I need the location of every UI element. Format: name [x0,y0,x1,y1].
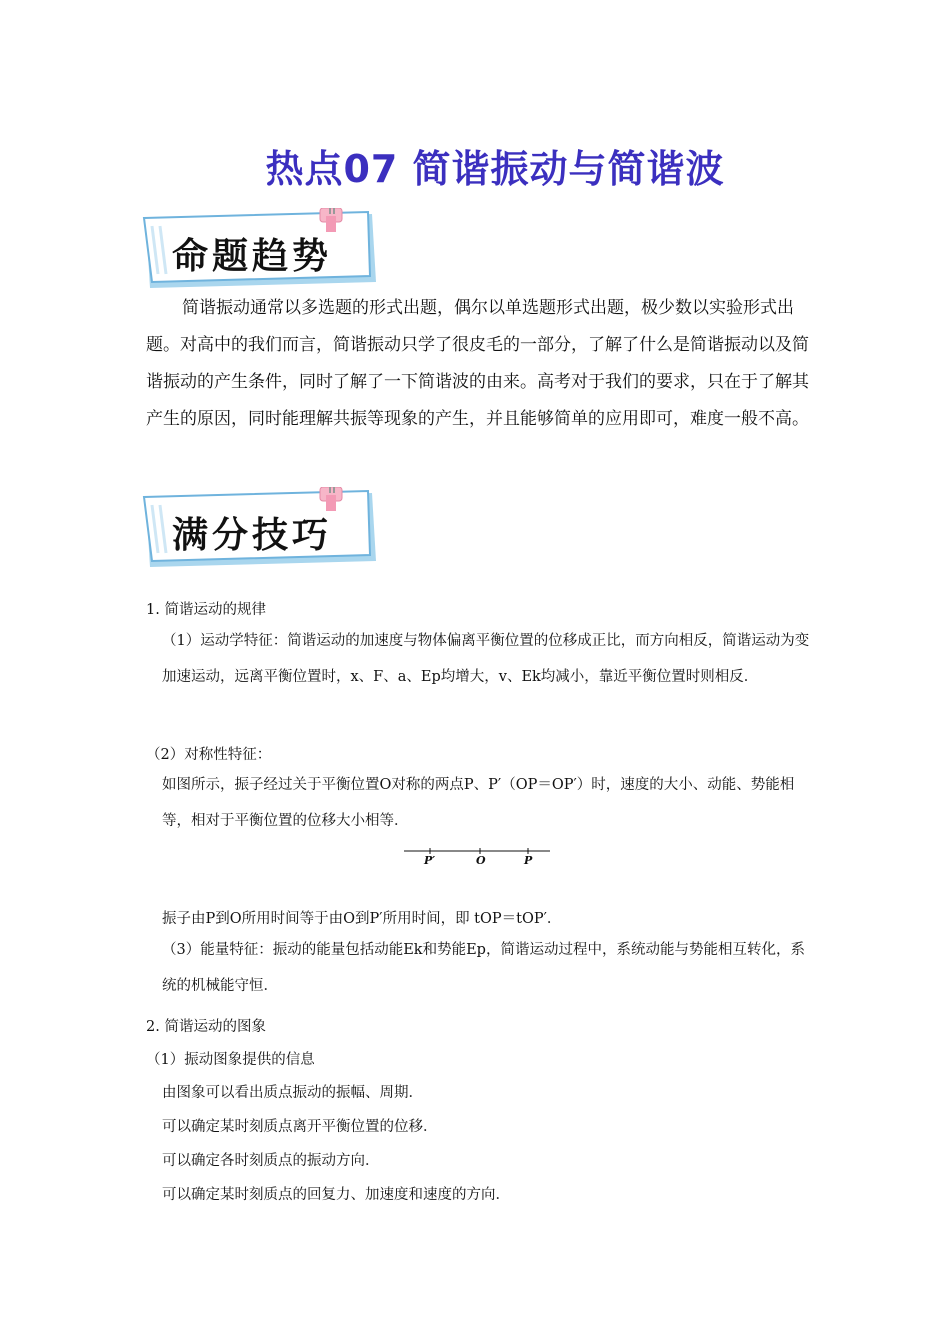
subheading-graph-info: （1）振动图象提供的信息 [146,1052,315,1068]
section-title-skills: 满分技巧 [172,515,333,556]
list-item: 可以确定某时刻质点离开平衡位置的位移． [162,1119,438,1135]
list-item: 由图象可以看出质点振动的振幅、周期． [162,1085,423,1101]
paragraph-symmetry-heading: （2）对称性特征： [146,747,272,763]
label-p-prime: P′ [424,854,436,867]
intro-paragraph: 简谐振动通常以多选题的形式出题，偶尔以单选题形式出题，极少数以实验形式出题。对高中的我们而言，简谐振动只学了很皮毛的一部分，了解了什么是简谐振动以及简谐振动的产生条件，同时了解了一下简谐波的由来。高考对于我们的要求，只在于了解其产生的原因，同时能理解共振等现象的产生，并且能够简单的应用即可，难度一般不高。 [146,298,809,429]
section-banner-trend [140,208,380,294]
page-title: 热点07 简谐振动与简谐波 [265,147,725,191]
paragraph-time: 振子由P到O所用时间等于由O到P′所用时间，即 tOP＝tOP′． [162,911,562,927]
section-title-trend: 命题趋势 [172,236,333,277]
label-p: P [524,854,533,867]
position-axis-diagram [404,847,554,871]
section-banner-skills [140,487,380,573]
label-o: O [476,854,486,867]
paragraph-kinematics: （1）运动学特征：简谐运动的加速度与物体偏离平衡位置的位移成正比，而方向相反，简谐运动为变加速运动，远离平衡位置时，x、F、a、Ep均增大，v、Ek均减小，靠近平衡位置时则相反． [162,633,810,685]
paragraph-symmetry-body: 如图所示，振子经过关于平衡位置O对称的两点P、P′（OP＝OP′）时，速度的大小、动能、势能相等，相对于平衡位置的位移大小相等． [162,777,795,829]
list-item: 可以确定某时刻质点的回复力、加速度和速度的方向． [162,1187,510,1203]
list-item: 可以确定各时刻质点的振动方向． [162,1153,380,1169]
paragraph-energy: （3）能量特征：振动的能量包括动能Ek和势能Ep，简谐运动过程中，系统动能与势能相互转化，系统的机械能守恒． [162,942,805,994]
heading-2: 2. 简谐运动的图象 [146,1019,266,1035]
heading-1: 1. 简谐运动的规律 [146,602,266,618]
